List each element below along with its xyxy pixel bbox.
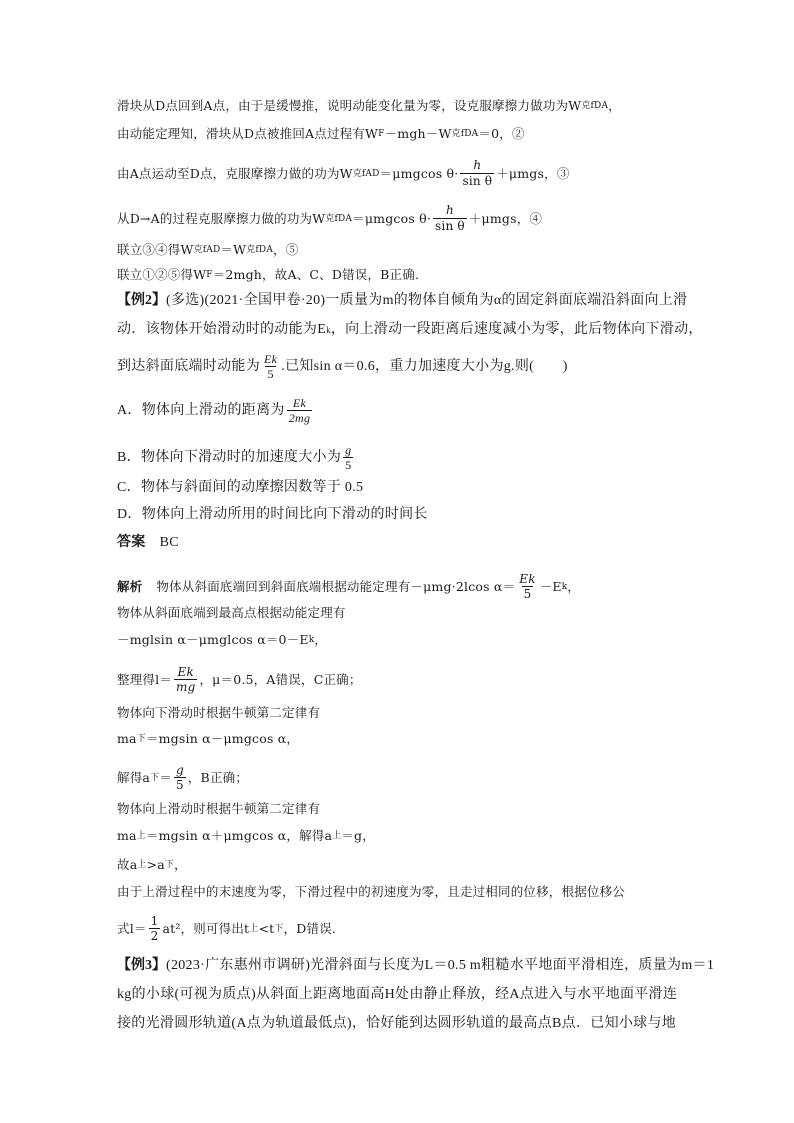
example3-question-line-3 — [117, 1014, 682, 1034]
text: B．物体向下滑动时的加速度大小为 — [117, 449, 342, 465]
numerator: h — [445, 203, 454, 217]
analysis-line-6 — [117, 729, 682, 749]
analysis-line-2 — [117, 603, 682, 623]
text: ＝W — [220, 242, 247, 257]
solution-line-3 — [117, 158, 682, 189]
text: ＝μmgcos θ· — [352, 210, 432, 226]
subscript: 克fDA — [325, 213, 353, 224]
text: 联立③④得W — [117, 242, 194, 257]
analysis-line-12 — [117, 914, 682, 943]
text: －E — [539, 578, 562, 594]
subscript: k — [326, 325, 331, 335]
fraction — [460, 158, 494, 189]
denominator: 5 — [267, 367, 274, 381]
text: ma — [117, 828, 137, 843]
text: (2023·广东惠州市调研)光滑斜面与长度为L＝0.5 m粗糙水平地面平滑相连，质量为m＝1 — [166, 958, 715, 973]
fraction — [174, 763, 186, 792]
numerator: 1 — [150, 914, 159, 928]
text: 从D→A的过程克服摩擦力做的功为W — [117, 210, 326, 226]
text: －mgh－W — [384, 126, 452, 141]
subscript: 下 — [150, 772, 160, 783]
denominator: sin θ — [435, 219, 465, 233]
text: (多选)(2021·全国甲卷·20)一质量为m的物体自倾角为α的固定斜面底端沿斜面向上滑 — [166, 293, 688, 308]
analysis-line-8 — [117, 799, 682, 819]
text: ，向上滑动一段距离后速度减小为零，此后物体向下滑动， — [330, 322, 703, 337]
text: ＝ — [159, 769, 172, 785]
denominator: 5 — [345, 458, 352, 472]
text: ＋μmgs，③ — [496, 165, 570, 181]
answer-value: BC — [159, 535, 179, 550]
text: ， — [314, 632, 328, 647]
subscript: 克fDA — [246, 245, 274, 255]
text: ＋μmgs，④ — [468, 210, 543, 226]
fraction — [287, 396, 313, 425]
subscript: 上 — [332, 831, 342, 841]
text: －mglsin α－μmglcos α＝0－E — [117, 632, 309, 647]
subscript: 克fAD — [352, 168, 380, 179]
example2-question-line-2 — [117, 320, 703, 340]
subscript: F — [378, 129, 385, 139]
text: D．物体向上滑动所用的时间比向下滑动的时间长 — [117, 507, 428, 522]
example2-option-d — [117, 505, 682, 525]
text: 物体从斜面底端到最高点根据动能定理有 — [117, 605, 346, 620]
analysis-line-4 — [117, 665, 682, 694]
example2-option-a — [117, 396, 682, 425]
analysis-line-11 — [117, 882, 682, 902]
denominator: 2mg — [288, 411, 311, 425]
analysis-line-3 — [117, 630, 682, 650]
text: 解得a — [117, 769, 151, 785]
denominator: sin θ — [462, 174, 493, 188]
text: ， — [174, 857, 187, 872]
denominator: mg — [176, 680, 196, 694]
text: 由于上滑过程中的末速度为零，下滑过程中的初速度为零，且走过相同的位移，根据位移公 — [117, 884, 626, 899]
text: 物体向上滑动时根据牛顿第二定律有 — [117, 801, 321, 816]
text: ， — [567, 578, 581, 594]
solution-line-6 — [117, 265, 682, 285]
text: ＝mgsin α－μmgcos α， — [145, 731, 300, 746]
example-tag: 【例3】 — [117, 958, 166, 973]
subscript: 下 — [136, 734, 146, 744]
analysis-line-5 — [117, 703, 682, 723]
example2-answer — [117, 533, 682, 553]
subscript: 上 — [137, 860, 147, 870]
text: ＝mgsin α＋μmgcos α，解得a — [145, 828, 333, 843]
text: ma — [117, 731, 137, 746]
text: ， — [608, 98, 621, 113]
numerator: h — [473, 158, 482, 172]
subscript: 上 — [249, 923, 259, 934]
text: ，D错误. — [283, 920, 337, 936]
text: 整理得l＝ — [117, 671, 172, 687]
example3-question-line-2 — [117, 985, 682, 1005]
text: 联立①②⑤得W — [117, 267, 207, 282]
analysis-line-1 — [117, 572, 682, 601]
text: A．物体向上滑动的距离为 — [117, 402, 285, 418]
example2-option-c — [117, 478, 682, 498]
fraction — [343, 443, 353, 472]
solution-line-2 — [117, 124, 682, 144]
numerator: Ek — [177, 665, 194, 679]
text: ，B正确； — [187, 769, 249, 785]
answer-label: 答案 — [117, 535, 146, 550]
numerator: g — [345, 443, 352, 457]
fraction — [174, 665, 197, 694]
text: 由A点运动至D点，克服摩擦力做的功为W — [117, 165, 353, 181]
denominator: 5 — [175, 778, 184, 792]
text: 物体向下滑动时根据牛顿第二定律有 — [117, 705, 321, 720]
example-tag: 【例2】 — [117, 293, 166, 308]
text: ＝0，② — [478, 126, 525, 141]
fraction — [262, 352, 279, 381]
solution-line-1 — [117, 96, 682, 116]
subscript: k — [308, 635, 315, 645]
example2-option-b — [117, 443, 682, 472]
text: 动．该物体开始滑动时的动能为E — [117, 322, 327, 337]
text: 滑块从D点回到A点，由于是缓慢推，说明动能变化量为零，设克服摩擦力做功为W — [117, 98, 582, 113]
subscript: 下 — [274, 923, 284, 934]
text: ＝μmgcos θ· — [379, 165, 459, 181]
solution-line-5 — [117, 240, 682, 260]
subscript: 克fDA — [451, 129, 479, 139]
text: >a — [146, 857, 165, 872]
subscript: 上 — [136, 831, 146, 841]
fraction — [149, 914, 161, 943]
denominator: 5 — [523, 587, 532, 601]
subscript: F — [206, 270, 213, 280]
example3-question-line-1 — [117, 956, 715, 976]
text: ，μ＝0.5，A错误，C正确； — [199, 671, 362, 687]
example2-question-line-1 — [117, 291, 688, 311]
text: kg的小球(可视为质点)从斜面上距离地面高H处由静止释放，经A点进入与水平地面平滑连 — [117, 987, 678, 1002]
numerator: g — [175, 763, 184, 777]
fraction — [517, 572, 537, 601]
example2-question-line-3 — [117, 352, 682, 381]
text: 故a — [117, 857, 138, 872]
text: ＝g， — [341, 828, 375, 843]
text: <t — [258, 920, 275, 936]
analysis-line-7 — [117, 763, 682, 792]
fraction — [433, 203, 467, 234]
analysis-line-10 — [117, 855, 682, 875]
text: C．物体与斜面间的动摩擦因数等于 0.5 — [117, 480, 364, 495]
text: ，⑤ — [273, 242, 299, 257]
analysis-line-9 — [117, 826, 682, 846]
text: 物体从斜面底端回到斜面底端根据动能定理有－μmg·2lcos α＝ — [156, 578, 516, 594]
text: 到达斜面底端时动能为 — [117, 358, 260, 374]
text: 接的光滑圆形轨道(A点为轨道最低点)，恰好能到达圆形轨道的最高点B点．已知小球与地 — [117, 1016, 677, 1031]
subscript: 克fDA — [581, 101, 609, 111]
numerator: Ek — [519, 572, 536, 586]
text: 式l＝ — [117, 920, 147, 936]
denominator: 2 — [150, 929, 159, 943]
text: at²，则可得出t — [162, 920, 250, 936]
text: ＝2mgh，故A、C、D错误，B正确. — [212, 267, 420, 282]
numerator: Ek — [264, 352, 278, 366]
subscript: 下 — [164, 860, 175, 870]
subscript: 克fAD — [193, 245, 221, 255]
solution-line-4 — [117, 203, 682, 234]
analysis-label: 解析 — [117, 578, 143, 594]
text: .已知sin α＝0.6，重力加速度大小为g.则( ) — [281, 358, 568, 374]
text: 由动能定理知，滑块从D点被推回A点过程有W — [117, 126, 379, 141]
numerator: Ek — [292, 396, 307, 410]
subscript: k — [561, 581, 568, 592]
